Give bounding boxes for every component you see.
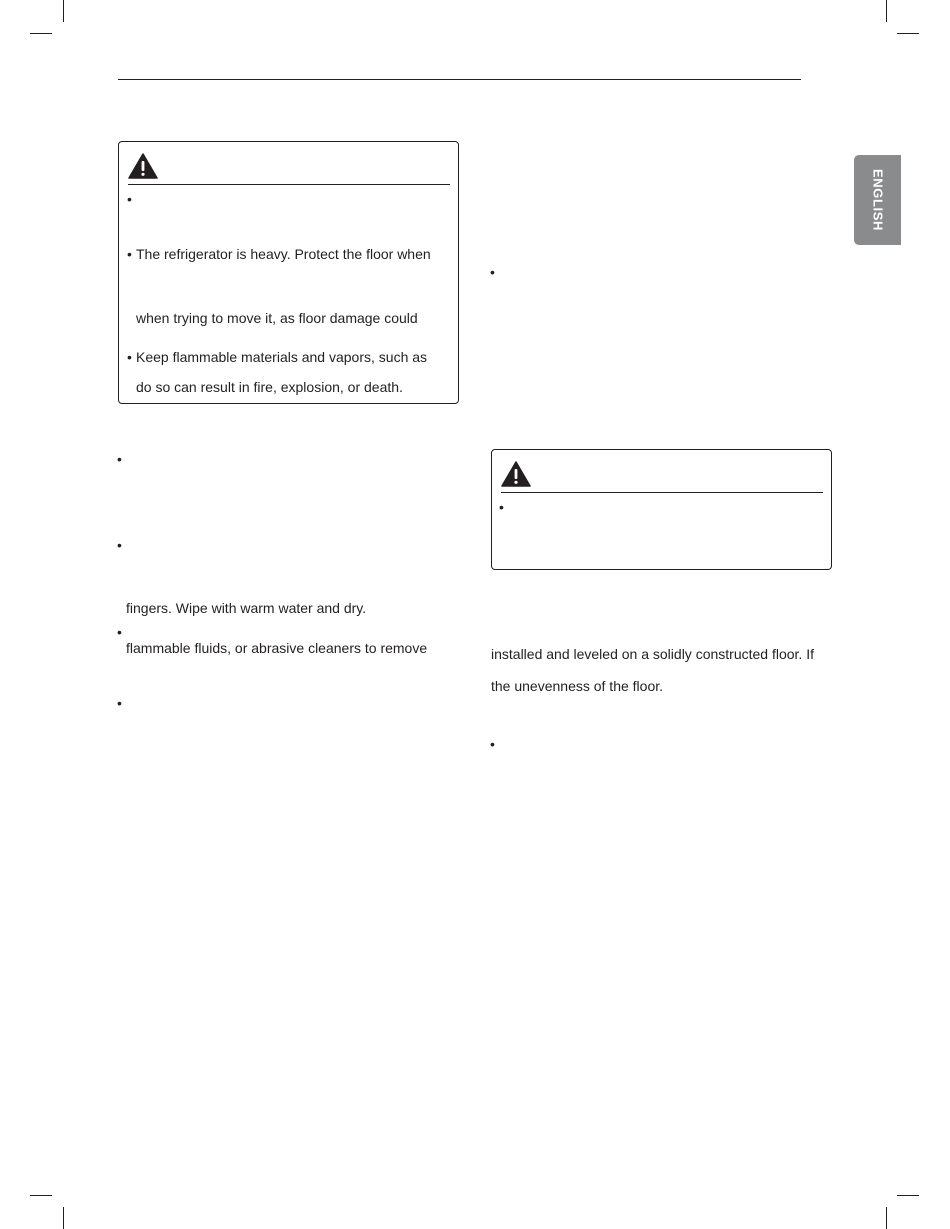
language-tab: [854, 155, 901, 245]
warning-icon: [501, 461, 531, 487]
right-fragment-1: installed and leveled on a solidly constructed floor. If: [491, 646, 814, 662]
crop-mark: [63, 0, 64, 22]
crop-mark: [897, 33, 919, 34]
warning-left-item-3-line-2: do so can result in fire, explosion, or death.: [136, 379, 403, 395]
crop-mark: [63, 1207, 64, 1229]
crop-mark: [897, 1195, 919, 1196]
crop-mark: [30, 1195, 52, 1196]
crop-mark: [886, 1207, 887, 1229]
warning-box-right: [491, 449, 832, 570]
bullet: •: [499, 499, 504, 515]
warning-left-item-2-line-2: when trying to move it, as floor damage could: [136, 310, 418, 326]
warning-divider: [501, 492, 823, 493]
bullet: •: [127, 191, 132, 207]
left-fragment-1: fingers. Wipe with warm water and dry.: [126, 600, 367, 616]
bullet: •: [117, 624, 122, 640]
right-fragment-2: the unevenness of the floor.: [491, 678, 664, 694]
bullet: •: [117, 695, 122, 711]
bullet: •: [127, 349, 132, 365]
bullet: •: [490, 736, 495, 752]
warning-icon: [128, 153, 158, 179]
crop-mark: [886, 0, 887, 22]
warning-left-item-2-line-1: The refrigerator is heavy. Protect the floor when: [136, 246, 431, 262]
bullet: •: [117, 451, 122, 467]
bullet: •: [490, 264, 495, 280]
language-tab-label: ENGLISH: [870, 169, 885, 231]
left-fragment-2: flammable fluids, or abrasive cleaners to remove: [126, 640, 428, 656]
warning-divider: [128, 184, 450, 185]
warning-left-item-3-line-1: Keep flammable materials and vapors, such as: [136, 349, 428, 365]
bullet: •: [127, 246, 132, 262]
crop-mark: [30, 33, 52, 34]
header-rule: [118, 79, 801, 80]
bullet: •: [117, 537, 122, 553]
